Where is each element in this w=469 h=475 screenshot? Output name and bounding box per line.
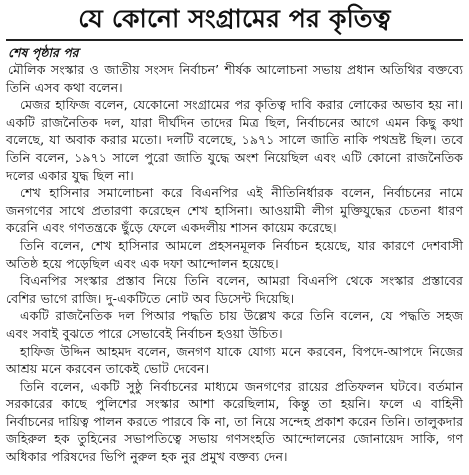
article-paragraph: বিএনপির সংস্কার প্রস্তাব নিয়ে তিনি বলেন, আমরা বিএনপি থেকে সংস্কার প্রস্তাবের বেশির ভাগে রাজি। দু-একটিতে নোট অব ডিসেন্ট দিয়েছি। — [6, 273, 463, 306]
article-paragraph: তিনি বলেন, শেখ হাসিনার আমলে প্রহসনমূলক নির্বাচন হয়েছে, যার কারণে দেশবাসী অতিষ্ঠ হয়ে পড়েছিল এবং এক দফা আন্দোলন হয়েছে। — [6, 237, 463, 271]
article-paragraph: মেজর হাফিজ বলেন, যেকোনো সংগ্রামের পর কৃতিত্ব দাবি করার লোকের অভাব হয় না। একটি রাজনৈতিক দল, যারা দীর্ঘদিন তাদের মিত্র ছিল, নির্বাচনের আগে এমন কিছু কথা বলেছে, যা অবাক করার মতো। দলটি বলেছে, ১৯৭১ সালে জাতি নাকি পথভ্রষ্ট ছিল। তবে তিনি বলেন, ১৯৭১ সালে পুরো জাতি যুদ্ধে অংশ নিয়েছিল এবং এটি কোনো রাজনৈতিক দলের একার যুদ্ধ ছিল না। — [6, 97, 463, 183]
article-headline: যে কোনো সংগ্রামের পর কৃতিত্ব — [78, 4, 391, 33]
article-paragraph: একটি রাজনৈতিক দল পিআর পদ্ধতি চায় উল্লেখ করে তিনি বলেন, যে পদ্ধতি সহজ এবং সবাই বুঝতে পারে সেভাবেই নির্বাচন হওয়া উচিত। — [6, 308, 463, 341]
article-paragraph: তিনি বলেন, একটি সুষ্ঠু নির্বাচনের মাধ্যমে জনগণের রায়ের প্রতিফলন ঘটবে। বর্তমান সরকারের কাছে পুলিশের সংস্কার আশা করেছিলাম, কিন্তু তা হয়নি। ফলে এ বাহিনী নির্বাচনের দায়িত্ব পালন করতে পারবে কি না, তা নিয়ে সন্দেহ প্রকাশ করেন তিনি। তালুকদার জহিরুল হক তুহিনের সভাপতিত্বে সভায় গণসংহতি আন্দোলনের জোনায়েদ সাকি, গণ অধিকার পরিষদের ভিপি নুরুল হক নুর প্রমুখ বক্তব্য দেন। — [6, 378, 463, 465]
continued-from-label: শেষ পৃষ্ঠার পর — [8, 45, 79, 60]
article-body — [6, 61, 463, 466]
headline-rule — [6, 39, 463, 41]
article-paragraph: মৌলিক সংস্কার ও জাতীয় সংসদ নির্বাচন’ শীর্ষক আলোচনা সভায় প্রধান অতিথির বক্তব্যে তিনি এসব কথা বলেন। — [6, 62, 463, 95]
article-paragraph: হাফিজ উদ্দিন আহমদ বলেন, জনগণ যাকে যোগ্য মনে করবেন, বিপদে-আপদে নিজের আশ্রয় মনে করবেন তাকেই ভোট দেবেন। — [6, 343, 463, 377]
article-paragraph: শেখ হাসিনার সমালোচনা করে বিএনপির এই নীতিনির্ধারক বলেন, নির্বাচনের নামে জনগণের সাথে প্রতারণা করেছেন শেখ হাসিনা। আওয়ামী লীগ মুক্তিযুদ্ধের চেতনা ধারণ করেনি এবং গণতন্ত্রকে ছুঁড়ে ফেলে একদলীয় শাসন কায়েম করেছে। — [6, 185, 463, 236]
